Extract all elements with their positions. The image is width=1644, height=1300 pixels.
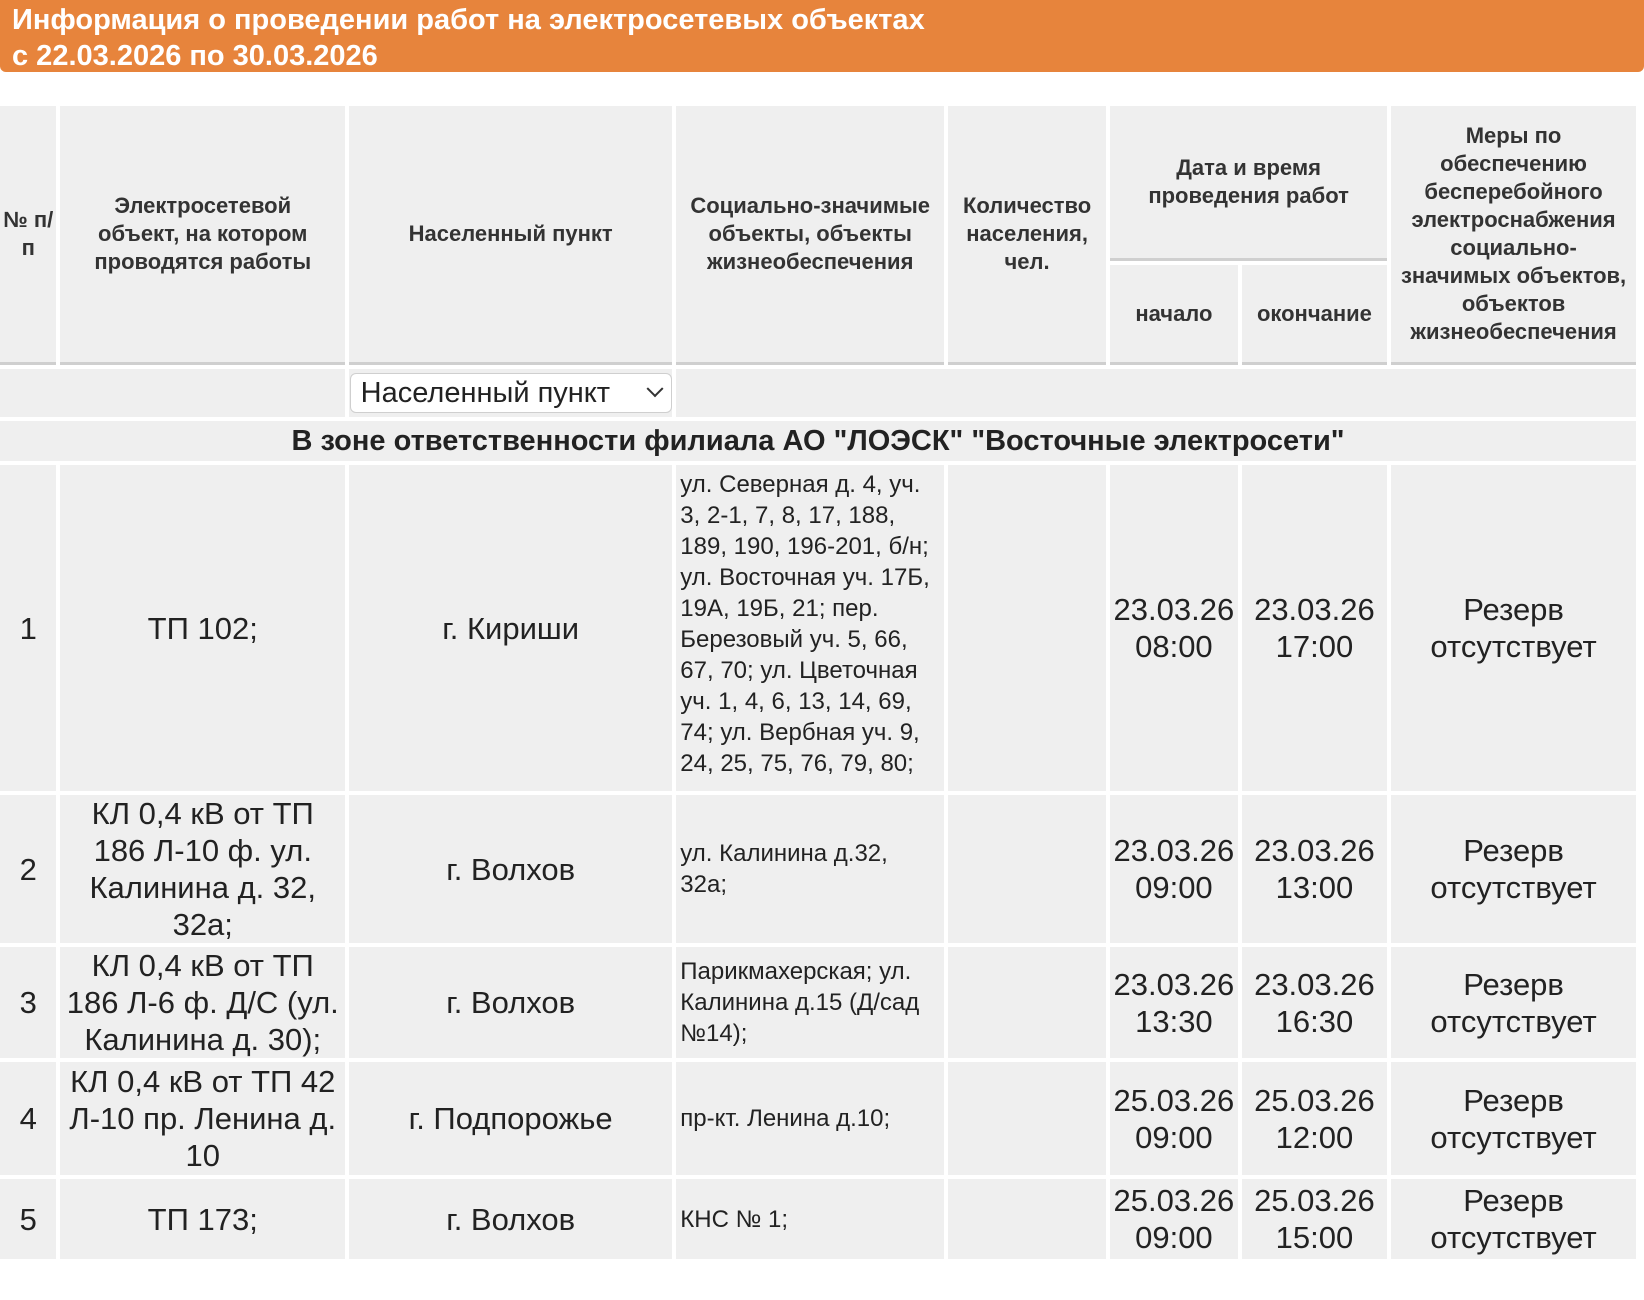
cell-measures: Резерв отсутствует xyxy=(1391,947,1636,1058)
header-end: окончание xyxy=(1242,265,1387,365)
cell-start: 23.03.26 13:30 xyxy=(1110,947,1238,1058)
cell-start: 25.03.26 09:00 xyxy=(1110,1062,1238,1175)
section-row xyxy=(0,421,1636,461)
cell-num: 3 xyxy=(0,947,56,1058)
page-title: Информация о проведении работ на электросетевых объектах xyxy=(12,4,925,36)
cell-social: КНС № 1; xyxy=(676,1179,944,1259)
filter-row xyxy=(0,369,1636,417)
cell-object: КЛ 0,4 кВ от ТП 42 Л-10 пр. Ленина д. 10 xyxy=(60,1062,345,1175)
cell-settlement: г. Кириши xyxy=(349,465,672,791)
header-population: Количество населения, чел. xyxy=(948,106,1106,365)
cell-end: 23.03.26 13:00 xyxy=(1242,795,1387,943)
cell-measures: Резерв отсутствует xyxy=(1391,1062,1636,1175)
date-range: с 22.03.2026 по 30.03.2026 xyxy=(12,40,378,72)
chevron-down-icon xyxy=(646,380,663,397)
header-social: Социально-значимые объекты, объекты жизнеобеспечения xyxy=(676,106,944,365)
cell-social: пр-кт. Ленина д.10; xyxy=(676,1062,944,1175)
table-row xyxy=(0,465,1636,791)
cell-population xyxy=(948,795,1106,943)
header-num: № п/п xyxy=(0,106,56,365)
cell-end: 25.03.26 15:00 xyxy=(1242,1179,1387,1259)
cell-settlement: г. Подпорожье xyxy=(349,1062,672,1175)
header-datetime: Дата и время проведения работ xyxy=(1110,106,1387,261)
cell-start: 25.03.26 09:00 xyxy=(1110,1179,1238,1259)
page-header-banner xyxy=(0,0,1644,72)
cell-end: 25.03.26 12:00 xyxy=(1242,1062,1387,1175)
cell-num: 4 xyxy=(0,1062,56,1175)
table-row xyxy=(0,1179,1636,1259)
cell-object: КЛ 0,4 кВ от ТП 186 Л-10 ф. ул. Калинина д. 32, 32а; xyxy=(60,795,345,943)
cell-social: Парикмахерская; ул. Калинина д.15 (Д/сад №14); xyxy=(676,947,944,1058)
cell-measures: Резерв отсутствует xyxy=(1391,1179,1636,1259)
cell-settlement: г. Волхов xyxy=(349,947,672,1058)
cell-num: 1 xyxy=(0,465,56,791)
cell-measures: Резерв отсутствует xyxy=(1391,465,1636,791)
cell-settlement: г. Волхов xyxy=(349,795,672,943)
header-start: начало xyxy=(1110,265,1238,365)
table-row xyxy=(0,795,1636,943)
cell-start: 23.03.26 09:00 xyxy=(1110,795,1238,943)
cell-social: ул. Калинина д.32, 32а; xyxy=(676,795,944,943)
cell-measures: Резерв отсутствует xyxy=(1391,795,1636,943)
cell-num: 5 xyxy=(0,1179,56,1259)
cell-object: ТП 173; xyxy=(60,1179,345,1259)
settlement-filter-select[interactable] xyxy=(350,373,672,413)
cell-population xyxy=(948,1062,1106,1175)
cell-settlement: г. Волхов xyxy=(349,1179,672,1259)
header-object: Электросетевой объект, на котором проводятся работы xyxy=(60,106,345,365)
cell-object: ТП 102; xyxy=(60,465,345,791)
cell-social: ул. Северная д. 4, уч. 3, 2-1, 7, 8, 17, 188, 189, 190, 196-201, б/н; ул. Восточная уч. 17Б, 19А, 19Б, 21; пер. Березовый уч. 5, 66, 67, 70; ул. Цветочная уч. 1, 4, 6, 13, 14, 69, 74; ул. Вербная уч. 9, 24, 25, 75, 76, 79, 80; xyxy=(676,465,944,791)
cell-start: 23.03.26 08:00 xyxy=(1110,465,1238,791)
section-title: В зоне ответственности филиала АО "ЛОЭСК" "Восточные электросети" xyxy=(0,421,1636,461)
settlement-filter-value: Населенный пункт xyxy=(360,376,611,409)
cell-end: 23.03.26 16:30 xyxy=(1242,947,1387,1058)
works-table xyxy=(0,102,1640,1263)
table-row xyxy=(0,1062,1636,1175)
cell-end: 23.03.26 17:00 xyxy=(1242,465,1387,791)
cell-population xyxy=(948,947,1106,1058)
table-row xyxy=(0,947,1636,1058)
cell-population xyxy=(948,465,1106,791)
cell-object: КЛ 0,4 кВ от ТП 186 Л-6 ф. Д/С (ул. Калинина д. 30); xyxy=(60,947,345,1058)
header-settlement: Населенный пункт xyxy=(349,106,672,365)
cell-population xyxy=(948,1179,1106,1259)
header-measures: Меры по обеспечению бесперебойного электроснабжения социально-значимых объектов, объектов жизнеобеспечения xyxy=(1391,106,1636,365)
cell-num: 2 xyxy=(0,795,56,943)
